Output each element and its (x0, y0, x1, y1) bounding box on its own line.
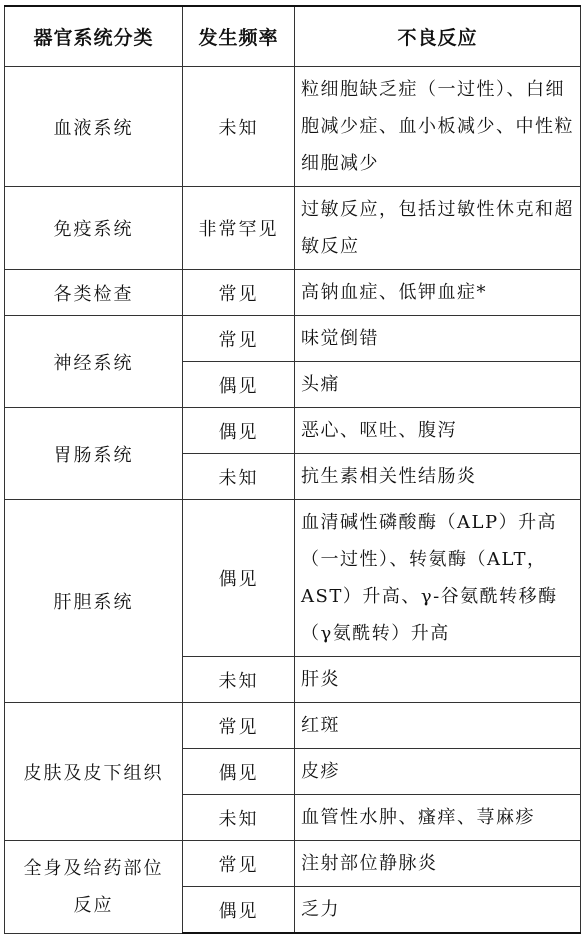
header-frequency: 发生频率 (183, 6, 295, 67)
frequency-cell: 偶见 (183, 887, 295, 934)
organ-class-cell: 胃肠系统 (5, 408, 183, 500)
frequency-cell: 偶见 (183, 500, 295, 657)
organ-class-line: 全身及给药部位 (23, 857, 164, 879)
frequency-cell: 未知 (183, 657, 295, 703)
organ-class-cell: 神经系统 (5, 316, 183, 408)
frequency-cell: 常见 (183, 703, 295, 749)
frequency-cell: 常见 (183, 316, 295, 362)
frequency-cell: 偶见 (183, 749, 295, 795)
frequency-cell: 未知 (183, 67, 295, 187)
reaction-cell: 乏力 (295, 887, 581, 934)
header-row (5, 6, 581, 67)
table-row (5, 408, 581, 454)
reaction-cell: 过敏反应，包括过敏性休克和超敏反应 (295, 187, 581, 270)
organ-class-cell: 血液系统 (5, 67, 183, 187)
reaction-cell: 粒细胞缺乏症（一过性）、白细胞减少症、血小板减少、中性粒细胞减少 (295, 67, 581, 187)
reaction-cell: 血管性水肿、瘙痒、荨麻疹 (295, 795, 581, 841)
frequency-cell: 偶见 (183, 408, 295, 454)
frequency-cell: 偶见 (183, 362, 295, 408)
frequency-cell: 常见 (183, 841, 295, 887)
reaction-cell: 血清碱性磷酸酶（ALP）升高（一过性）、转氨酶（ALT，AST）升高、γ-谷氨酰转移酶（γ氨酰转）升高 (295, 500, 581, 657)
organ-class-cell: 免疫系统 (5, 187, 183, 270)
table-row (5, 67, 581, 187)
organ-class-cell: 各类检查 (5, 270, 183, 316)
organ-class-cell (5, 841, 183, 934)
table-row (5, 270, 581, 316)
table-row (5, 187, 581, 270)
reaction-cell: 恶心、呕吐、腹泻 (295, 408, 581, 454)
header-organ-class: 器官系统分类 (5, 6, 183, 67)
table-row (5, 316, 581, 362)
organ-class-cell: 皮肤及皮下组织 (5, 703, 183, 841)
frequency-cell: 未知 (183, 454, 295, 500)
reaction-cell: 抗生素相关性结肠炎 (295, 454, 581, 500)
reaction-cell: 红斑 (295, 703, 581, 749)
header-reaction: 不良反应 (295, 6, 581, 67)
reaction-cell: 头痛 (295, 362, 581, 408)
frequency-cell: 未知 (183, 795, 295, 841)
reaction-cell: 味觉倒错 (295, 316, 581, 362)
organ-class-line: 反应 (73, 894, 114, 916)
adverse-reaction-table-container (4, 5, 581, 934)
reaction-cell: 肝炎 (295, 657, 581, 703)
reaction-cell: 皮疹 (295, 749, 581, 795)
frequency-cell: 常见 (183, 270, 295, 316)
table-row (5, 500, 581, 657)
reaction-cell: 高钠血症、低钾血症* (295, 270, 581, 316)
organ-class-cell: 肝胆系统 (5, 500, 183, 703)
frequency-cell: 非常罕见 (183, 187, 295, 270)
table-row (5, 841, 581, 887)
reaction-cell: 注射部位静脉炎 (295, 841, 581, 887)
table-row (5, 703, 581, 749)
adverse-reaction-table (4, 5, 581, 934)
